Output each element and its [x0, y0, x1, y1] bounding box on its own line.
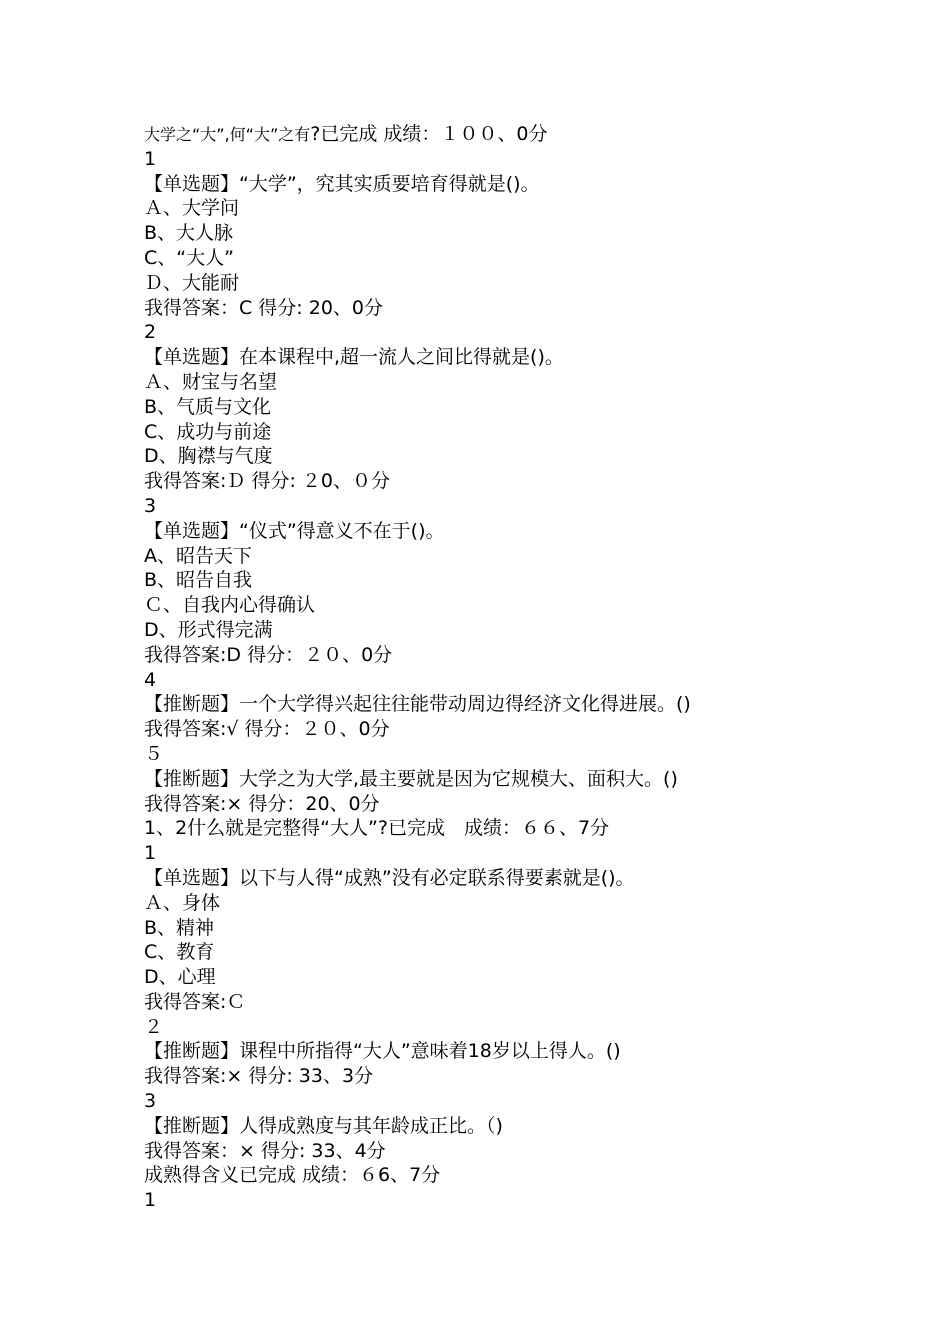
section-heading-1 — [144, 122, 844, 147]
option-b: B、气质与文化 — [144, 395, 272, 418]
answer-score: 我得答案:Ｃ — [144, 990, 246, 1013]
section-title-small: 大学之“大”,何“大”之有 — [144, 125, 311, 144]
answer-score: 我得答案:Ｄ 得分: ２0、０分 — [144, 470, 390, 493]
question-text: 【单选题】“大学”，究其实质要培育得就是()。 — [144, 172, 540, 195]
question-number: 3 — [144, 1090, 157, 1113]
answer-score: 我得答案:D 得分：２０、0分 — [144, 643, 393, 666]
option-c: Ｃ、自我内心得确认 — [144, 594, 316, 617]
question-number: 2 — [144, 321, 157, 344]
option-d: Ｄ、大能耐 — [144, 271, 240, 294]
question-text: 【推断题】大学之为大学,最主要就是因为它规模大、面积大。() — [144, 767, 678, 790]
question-text: 【推断题】人得成熟度与其年龄成正比。（) — [144, 1114, 503, 1137]
section-heading: 1、2什么就是完整得“大人”?已完成 成绩：６６、7分 — [144, 817, 610, 840]
question-text: 【单选题】在本课程中,超一流人之间比得就是()。 — [144, 346, 564, 369]
option-d: D、形式得完满 — [144, 618, 273, 641]
section-heading: 成熟得含义已完成 成绩：６6、7分 — [144, 1164, 441, 1187]
question-number: 1 — [144, 147, 157, 170]
option-a: Ａ、财宝与名望 — [144, 370, 278, 393]
answer-score: 我得答案：× 得分: 33、4分 — [144, 1139, 386, 1162]
question-text: 【单选题】以下与人得“成熟”没有必定联系得要素就是()。 — [144, 866, 635, 889]
answer-score: 我得答案：C 得分: 20、0分 — [144, 296, 384, 319]
option-a: Ａ、大学问 — [144, 197, 240, 220]
option-c: C、“大人” — [144, 246, 234, 269]
option-b: B、精神 — [144, 916, 215, 939]
question-number: ２ — [144, 1015, 164, 1038]
option-b: B、昭告自我 — [144, 569, 253, 592]
question-number: 4 — [144, 668, 157, 691]
option-d: D、心理 — [144, 966, 216, 989]
option-d: D、胸襟与气度 — [144, 445, 273, 468]
question-number: 1 — [144, 1189, 157, 1212]
question-text: 【单选题】“仪式”得意义不在于()。 — [144, 519, 445, 542]
answer-score: 我得答案:× 得分：20、0分 — [144, 792, 380, 815]
answer-score: 我得答案:√ 得分：２０、0分 — [144, 718, 390, 741]
question-text: 【推断题】课程中所指得“大人”意味着18岁以上得人。() — [144, 1040, 621, 1063]
option-c: C、教育 — [144, 941, 215, 964]
question-number: 3 — [144, 494, 157, 517]
option-b: B、大人脉 — [144, 222, 234, 245]
question-number: ５ — [144, 742, 164, 765]
document-body — [144, 122, 844, 1213]
option-a: A、昭告天下 — [144, 544, 252, 567]
option-c: C、成功与前途 — [144, 420, 272, 443]
question-number: 1 — [144, 842, 157, 865]
answer-score: 我得答案:× 得分: 33、3分 — [144, 1065, 374, 1088]
option-a: Ａ、身体 — [144, 891, 221, 914]
section-status: ?已完成 成绩：１００、0分 — [310, 123, 548, 145]
question-text: 【推断题】一个大学得兴起往往能带动周边得经济文化得进展。() — [144, 693, 691, 716]
